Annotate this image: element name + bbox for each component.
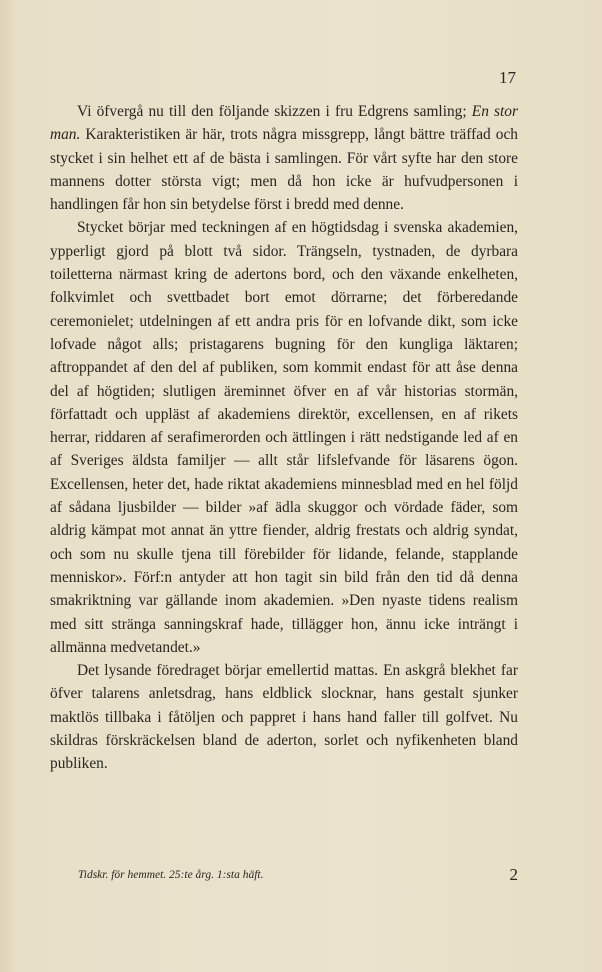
journal-line: Tidskr. för hemmet. 25:te årg. 1:sta häft. bbox=[78, 869, 264, 881]
paragraph-1-before: Vi öfvergå nu till den följande skizzen i fru Edgrens samling; bbox=[77, 103, 472, 120]
paragraph-2: Stycket börjar med teckningen af en högtidsdag i svenska akademien, ypperligt gjord på blott två sidor. Trängseln, tystnaden, de dyrbara toiletterna närmast kring de adertons bord, och den växande enkelheten, folkvimlet och svettbadet bort emot dörrarne; det förberedande ceremonielet; utdelningen af ett andra pris för en lofvande dikt, som icke lofvade något alls; pristagarens bugning för den kungliga läktaren; aftroppandet af den del af publiken, som kommit endast för att åse denna del af högtiden; slutligen äreminnet öfver en af vår historias stormän, författadt och uppläst af akademiens direktör, excellensen, en af rikets herrar, riddaren af serafimerorden och ättlingen i rätt nedstigande led af en af Sveriges äldsta familjer — allt står lifslefvande för läsarens ögon. Excellensen, heter det, hade riktat akademiens minnesblad med en hel följd af sådana ljusbilder — bilder »af ädla skuggor och vördade fäder, som aldrig kämpat mot annat än yttre fiender, aldrig frestats och aldrig syndat, och som nu skulle tjena till förebilder för lidande, felande, stapplande menniskor». Förf:n antyder att hon tagit sin bild från den tid då denna smakriktning var gällande inom akademien. »Den nyaste tidens realism med sitt stränga sanningskraf hade, tillägger hon, ännu icke inträngt i allmänna medvetandet.» bbox=[50, 219, 518, 656]
paragraph-1 bbox=[50, 100, 518, 216]
paragraph-1-title: En stor man. bbox=[50, 103, 518, 144]
paragraph-3: Det lysande föredraget börjar emellertid mattas. En askgrå blekhet far öfver talarens anletsdrag, hans eldblick slocknar, hans gestalt sjunker maktlös tillbaka i fåtöljen och pappret i hans hand faller till golfvet. Nu skildras förskräckelsen bland de aderton, sorlet och nyfikenheten bland publiken. bbox=[50, 662, 518, 773]
page-number: 17 bbox=[499, 68, 516, 87]
body-text bbox=[50, 100, 518, 776]
signature-mark: 2 bbox=[509, 865, 518, 884]
page-footer bbox=[78, 865, 518, 884]
paragraph-1-after: Karakteristiken är här, trots några missgrepp, långt bättre träffad och stycket i sin helhet ett af de bästa i samlingen. För vårt syfte har den store mannens dotter största vigt; men då hon icke är hufvudpersonen i handlingen får hon sin betydelse först i bredd med denne. bbox=[50, 126, 518, 214]
